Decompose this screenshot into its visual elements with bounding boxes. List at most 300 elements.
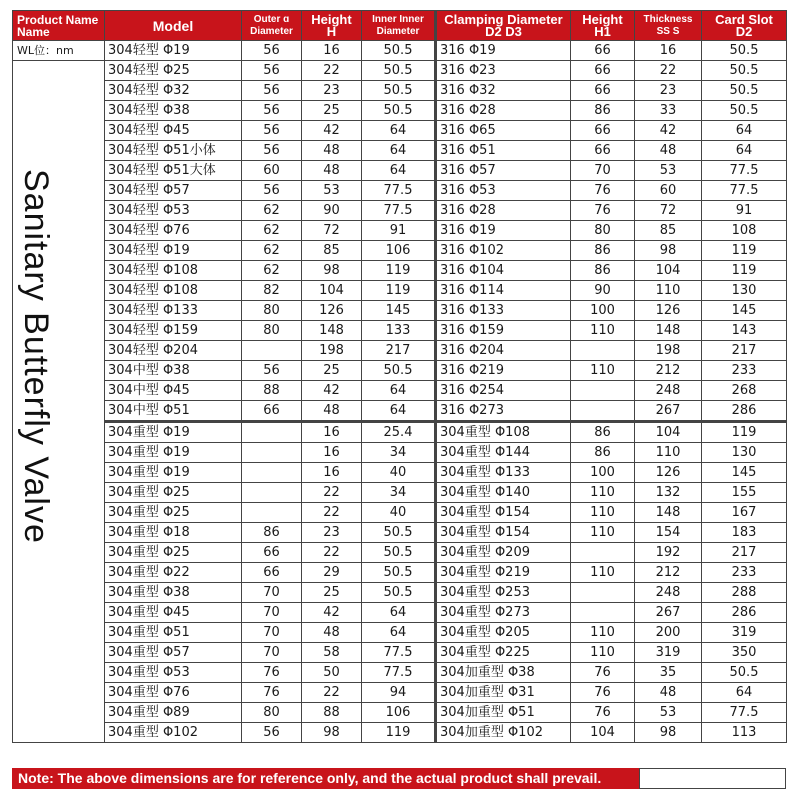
model-cell: 304重型 Φ19 xyxy=(105,463,242,483)
clamping-model-cell: 316 Φ23 xyxy=(436,61,571,81)
inner-diameter-cell: 91 xyxy=(362,221,436,241)
model-cell: 304轻型 Φ51大体 xyxy=(105,161,242,181)
clamping-model-cell: 316 Φ32 xyxy=(436,81,571,101)
thickness-cell: 85 xyxy=(635,221,702,241)
model-cell: 304重型 Φ102 xyxy=(105,723,242,743)
clamping-model-cell: 304重型 Φ140 xyxy=(436,483,571,503)
outer-diameter-cell: 80 xyxy=(242,301,302,321)
clamping-model-cell: 304重型 Φ209 xyxy=(436,543,571,563)
clamping-model-cell: 316 Φ28 xyxy=(436,201,571,221)
card-slot-cell: 50.5 xyxy=(702,101,787,121)
header-thickness: Thickness SS S xyxy=(635,11,702,41)
card-slot-cell: 119 xyxy=(702,422,787,443)
outer-diameter-cell: 56 xyxy=(242,361,302,381)
header-model: Model xyxy=(105,11,242,41)
table-row xyxy=(13,321,787,341)
thickness-cell: 98 xyxy=(635,241,702,261)
clamping-model-cell: 316 Φ133 xyxy=(436,301,571,321)
table-row xyxy=(13,121,787,141)
inner-diameter-cell: 77.5 xyxy=(362,643,436,663)
clamping-model-cell: 304重型 Φ253 xyxy=(436,583,571,603)
height-h1-cell: 110 xyxy=(571,483,635,503)
height-h1-cell: 76 xyxy=(571,703,635,723)
model-cell: 304重型 Φ51 xyxy=(105,623,242,643)
outer-diameter-cell: 70 xyxy=(242,583,302,603)
thickness-cell: 200 xyxy=(635,623,702,643)
height-h-cell: 48 xyxy=(302,141,362,161)
thickness-cell: 319 xyxy=(635,643,702,663)
inner-diameter-cell: 50.5 xyxy=(362,361,436,381)
product-title: Sanitary Butterfly Valve xyxy=(17,169,55,544)
thickness-cell: 126 xyxy=(635,301,702,321)
height-h1-cell xyxy=(571,603,635,623)
clamping-model-cell: 304重型 Φ154 xyxy=(436,523,571,543)
thickness-cell: 212 xyxy=(635,361,702,381)
header-card-slot: Card Slot D2 xyxy=(702,11,787,41)
inner-diameter-cell: 77.5 xyxy=(362,663,436,683)
clamping-model-cell: 316 Φ219 xyxy=(436,361,571,381)
card-slot-cell: 319 xyxy=(702,623,787,643)
card-slot-cell: 50.5 xyxy=(702,61,787,81)
height-h1-cell xyxy=(571,381,635,401)
model-cell: 304重型 Φ19 xyxy=(105,443,242,463)
height-h1-cell: 66 xyxy=(571,141,635,161)
model-cell: 304轻型 Φ57 xyxy=(105,181,242,201)
card-slot-cell: 145 xyxy=(702,463,787,483)
model-cell: 304轻型 Φ204 xyxy=(105,341,242,361)
card-slot-cell: 77.5 xyxy=(702,703,787,723)
outer-diameter-cell: 88 xyxy=(242,381,302,401)
model-cell: 304重型 Φ57 xyxy=(105,643,242,663)
clamping-model-cell: 304重型 Φ108 xyxy=(436,422,571,443)
card-slot-cell: 268 xyxy=(702,381,787,401)
inner-diameter-cell: 50.5 xyxy=(362,101,436,121)
model-cell: 304中型 Φ38 xyxy=(105,361,242,381)
clamping-model-cell: 316 Φ57 xyxy=(436,161,571,181)
height-h1-cell xyxy=(571,341,635,361)
height-h1-cell: 76 xyxy=(571,201,635,221)
inner-diameter-cell: 40 xyxy=(362,503,436,523)
unit-label: WL位：nm xyxy=(13,41,105,61)
height-h1-cell: 86 xyxy=(571,261,635,281)
clamping-model-cell: 316 Φ204 xyxy=(436,341,571,361)
outer-diameter-cell: 82 xyxy=(242,281,302,301)
thickness-cell: 148 xyxy=(635,503,702,523)
clamping-model-cell: 316 Φ273 xyxy=(436,401,571,422)
card-slot-cell: 64 xyxy=(702,141,787,161)
model-cell: 304中型 Φ45 xyxy=(105,381,242,401)
thickness-cell: 22 xyxy=(635,61,702,81)
height-h-cell: 98 xyxy=(302,723,362,743)
outer-diameter-cell: 70 xyxy=(242,603,302,623)
card-slot-cell: 155 xyxy=(702,483,787,503)
height-h-cell: 88 xyxy=(302,703,362,723)
height-h-cell: 22 xyxy=(302,543,362,563)
clamping-model-cell: 316 Φ19 xyxy=(436,41,571,61)
height-h-cell: 25 xyxy=(302,583,362,603)
thickness-cell: 198 xyxy=(635,341,702,361)
clamping-model-cell: 304重型 Φ144 xyxy=(436,443,571,463)
inner-diameter-cell: 64 xyxy=(362,161,436,181)
inner-diameter-cell: 119 xyxy=(362,723,436,743)
clamping-model-cell: 316 Φ65 xyxy=(436,121,571,141)
card-slot-cell: 217 xyxy=(702,543,787,563)
height-h1-cell: 86 xyxy=(571,101,635,121)
table-row xyxy=(13,361,787,381)
card-slot-cell: 130 xyxy=(702,281,787,301)
card-slot-cell: 108 xyxy=(702,221,787,241)
height-h1-cell: 86 xyxy=(571,443,635,463)
inner-diameter-cell: 77.5 xyxy=(362,181,436,201)
outer-diameter-cell: 56 xyxy=(242,121,302,141)
thickness-cell: 212 xyxy=(635,563,702,583)
inner-diameter-cell: 50.5 xyxy=(362,543,436,563)
model-cell: 304重型 Φ53 xyxy=(105,663,242,683)
height-h-cell: 126 xyxy=(302,301,362,321)
outer-diameter-cell: 80 xyxy=(242,321,302,341)
card-slot-cell: 50.5 xyxy=(702,663,787,683)
outer-diameter-cell: 66 xyxy=(242,401,302,422)
height-h1-cell: 86 xyxy=(571,422,635,443)
model-cell: 304轻型 Φ45 xyxy=(105,121,242,141)
outer-diameter-cell xyxy=(242,483,302,503)
height-h-cell: 16 xyxy=(302,463,362,483)
inner-diameter-cell: 64 xyxy=(362,141,436,161)
thickness-cell: 16 xyxy=(635,41,702,61)
height-h-cell: 53 xyxy=(302,181,362,201)
height-h1-cell: 80 xyxy=(571,221,635,241)
clamping-model-cell: 316 Φ254 xyxy=(436,381,571,401)
table-row xyxy=(13,703,787,723)
height-h1-cell: 66 xyxy=(571,121,635,141)
thickness-cell: 267 xyxy=(635,603,702,623)
height-h-cell: 23 xyxy=(302,81,362,101)
height-h-cell: 16 xyxy=(302,422,362,443)
clamping-model-cell: 304加重型 Φ38 xyxy=(436,663,571,683)
header-clamping-diameter: Clamping Diameter D2 D3 xyxy=(436,11,571,41)
card-slot-cell: 217 xyxy=(702,341,787,361)
outer-diameter-cell: 62 xyxy=(242,261,302,281)
thickness-cell: 148 xyxy=(635,321,702,341)
model-cell: 304重型 Φ22 xyxy=(105,563,242,583)
card-slot-cell: 50.5 xyxy=(702,41,787,61)
inner-diameter-cell: 145 xyxy=(362,301,436,321)
inner-diameter-cell: 40 xyxy=(362,463,436,483)
table-row xyxy=(13,301,787,321)
card-slot-cell: 233 xyxy=(702,361,787,381)
card-slot-cell: 130 xyxy=(702,443,787,463)
header-height-h1: Height H1 xyxy=(571,11,635,41)
table-row xyxy=(13,241,787,261)
inner-diameter-cell: 64 xyxy=(362,603,436,623)
header-product-name: Product Name Name xyxy=(13,11,105,41)
header-outer-diameter: Outer ɑ Diameter xyxy=(242,11,302,41)
height-h1-cell xyxy=(571,583,635,603)
inner-diameter-cell: 94 xyxy=(362,683,436,703)
card-slot-cell: 288 xyxy=(702,583,787,603)
table-row xyxy=(13,381,787,401)
height-h-cell: 16 xyxy=(302,443,362,463)
table-row xyxy=(13,181,787,201)
outer-diameter-cell: 62 xyxy=(242,221,302,241)
height-h-cell: 48 xyxy=(302,401,362,422)
clamping-model-cell: 316 Φ104 xyxy=(436,261,571,281)
table-row xyxy=(13,341,787,361)
card-slot-cell: 183 xyxy=(702,523,787,543)
model-cell: 304重型 Φ45 xyxy=(105,603,242,623)
table-row xyxy=(13,41,787,61)
inner-diameter-cell: 50.5 xyxy=(362,563,436,583)
header-row xyxy=(13,11,787,41)
height-h-cell: 22 xyxy=(302,683,362,703)
height-h-cell: 22 xyxy=(302,503,362,523)
inner-diameter-cell: 119 xyxy=(362,281,436,301)
inner-diameter-cell: 133 xyxy=(362,321,436,341)
inner-diameter-cell: 77.5 xyxy=(362,201,436,221)
height-h1-cell: 70 xyxy=(571,161,635,181)
thickness-cell: 72 xyxy=(635,201,702,221)
model-cell: 304重型 Φ19 xyxy=(105,422,242,443)
model-cell: 304轻型 Φ133 xyxy=(105,301,242,321)
clamping-model-cell: 304重型 Φ133 xyxy=(436,463,571,483)
table-row xyxy=(13,683,787,703)
height-h1-cell: 100 xyxy=(571,301,635,321)
height-h-cell: 29 xyxy=(302,563,362,583)
table-row xyxy=(13,603,787,623)
outer-diameter-cell xyxy=(242,443,302,463)
thickness-cell: 104 xyxy=(635,422,702,443)
table-body xyxy=(13,41,787,743)
outer-diameter-cell xyxy=(242,422,302,443)
height-h1-cell: 110 xyxy=(571,563,635,583)
card-slot-cell: 77.5 xyxy=(702,181,787,201)
height-h1-cell xyxy=(571,401,635,422)
outer-diameter-cell: 66 xyxy=(242,563,302,583)
reference-note: Note: The above dimensions are for reference only, and the actual product shall prevail. xyxy=(12,768,639,789)
table-row xyxy=(13,563,787,583)
clamping-model-cell: 316 Φ19 xyxy=(436,221,571,241)
inner-diameter-cell: 217 xyxy=(362,341,436,361)
height-h-cell: 48 xyxy=(302,623,362,643)
height-h-cell: 42 xyxy=(302,381,362,401)
table-row xyxy=(13,261,787,281)
height-h1-cell: 90 xyxy=(571,281,635,301)
height-h-cell: 85 xyxy=(302,241,362,261)
clamping-model-cell: 304重型 Φ273 xyxy=(436,603,571,623)
thickness-cell: 248 xyxy=(635,583,702,603)
table-row xyxy=(13,523,787,543)
card-slot-cell: 64 xyxy=(702,683,787,703)
thickness-cell: 154 xyxy=(635,523,702,543)
clamping-model-cell: 316 Φ51 xyxy=(436,141,571,161)
outer-diameter-cell: 56 xyxy=(242,41,302,61)
table-row xyxy=(13,463,787,483)
thickness-cell: 267 xyxy=(635,401,702,422)
height-h-cell: 148 xyxy=(302,321,362,341)
outer-diameter-cell xyxy=(242,463,302,483)
clamping-model-cell: 304加重型 Φ31 xyxy=(436,683,571,703)
height-h-cell: 42 xyxy=(302,121,362,141)
table-row xyxy=(13,221,787,241)
thickness-cell: 110 xyxy=(635,281,702,301)
clamping-model-cell: 304重型 Φ225 xyxy=(436,643,571,663)
thickness-cell: 60 xyxy=(635,181,702,201)
outer-diameter-cell: 56 xyxy=(242,61,302,81)
height-h1-cell: 110 xyxy=(571,623,635,643)
clamping-model-cell: 304加重型 Φ51 xyxy=(436,703,571,723)
thickness-cell: 42 xyxy=(635,121,702,141)
model-cell: 304轻型 Φ108 xyxy=(105,261,242,281)
card-slot-cell: 350 xyxy=(702,643,787,663)
height-h-cell: 72 xyxy=(302,221,362,241)
height-h-cell: 198 xyxy=(302,341,362,361)
inner-diameter-cell: 50.5 xyxy=(362,523,436,543)
height-h-cell: 42 xyxy=(302,603,362,623)
model-cell: 304轻型 Φ19 xyxy=(105,41,242,61)
inner-diameter-cell: 64 xyxy=(362,381,436,401)
thickness-cell: 192 xyxy=(635,543,702,563)
card-slot-cell: 119 xyxy=(702,241,787,261)
height-h1-cell: 110 xyxy=(571,321,635,341)
clamping-model-cell: 316 Φ102 xyxy=(436,241,571,261)
inner-diameter-cell: 34 xyxy=(362,443,436,463)
table-row xyxy=(13,281,787,301)
outer-diameter-cell: 80 xyxy=(242,703,302,723)
outer-diameter-cell: 70 xyxy=(242,623,302,643)
thickness-cell: 23 xyxy=(635,81,702,101)
outer-diameter-cell: 56 xyxy=(242,181,302,201)
height-h-cell: 25 xyxy=(302,101,362,121)
inner-diameter-cell: 25.4 xyxy=(362,422,436,443)
model-cell: 304重型 Φ18 xyxy=(105,523,242,543)
outer-diameter-cell: 56 xyxy=(242,101,302,121)
clamping-model-cell: 304重型 Φ154 xyxy=(436,503,571,523)
header-inner-diameter: Inner Inner Diameter xyxy=(362,11,436,41)
height-h-cell: 90 xyxy=(302,201,362,221)
spec-table xyxy=(12,10,787,743)
clamping-model-cell: 304重型 Φ219 xyxy=(436,563,571,583)
outer-diameter-cell: 56 xyxy=(242,723,302,743)
outer-diameter-cell: 60 xyxy=(242,161,302,181)
inner-diameter-cell: 119 xyxy=(362,261,436,281)
card-slot-cell: 286 xyxy=(702,401,787,422)
model-cell: 304轻型 Φ108 xyxy=(105,281,242,301)
card-slot-cell: 233 xyxy=(702,563,787,583)
thickness-cell: 132 xyxy=(635,483,702,503)
inner-diameter-cell: 50.5 xyxy=(362,81,436,101)
table-row xyxy=(13,201,787,221)
model-cell: 304重型 Φ38 xyxy=(105,583,242,603)
model-cell: 304轻型 Φ53 xyxy=(105,201,242,221)
inner-diameter-cell: 106 xyxy=(362,241,436,261)
height-h1-cell: 66 xyxy=(571,81,635,101)
table-row xyxy=(13,483,787,503)
height-h1-cell: 100 xyxy=(571,463,635,483)
height-h-cell: 48 xyxy=(302,161,362,181)
table-row xyxy=(13,503,787,523)
spec-sheet xyxy=(12,10,786,743)
outer-diameter-cell: 66 xyxy=(242,543,302,563)
table-row xyxy=(13,583,787,603)
height-h1-cell: 76 xyxy=(571,683,635,703)
outer-diameter-cell: 76 xyxy=(242,683,302,703)
height-h1-cell: 66 xyxy=(571,41,635,61)
card-slot-cell: 113 xyxy=(702,723,787,743)
height-h1-cell: 76 xyxy=(571,663,635,683)
inner-diameter-cell: 64 xyxy=(362,121,436,141)
height-h1-cell: 110 xyxy=(571,503,635,523)
clamping-model-cell: 304加重型 Φ102 xyxy=(436,723,571,743)
table-row xyxy=(13,61,787,81)
height-h1-cell: 110 xyxy=(571,643,635,663)
card-slot-cell: 50.5 xyxy=(702,81,787,101)
outer-diameter-cell xyxy=(242,341,302,361)
outer-diameter-cell: 70 xyxy=(242,643,302,663)
thickness-cell: 248 xyxy=(635,381,702,401)
model-cell: 304重型 Φ76 xyxy=(105,683,242,703)
thickness-cell: 126 xyxy=(635,463,702,483)
thickness-cell: 33 xyxy=(635,101,702,121)
outer-diameter-cell: 86 xyxy=(242,523,302,543)
table-row xyxy=(13,543,787,563)
thickness-cell: 53 xyxy=(635,703,702,723)
model-cell: 304重型 Φ25 xyxy=(105,503,242,523)
table-row xyxy=(13,101,787,121)
inner-diameter-cell: 64 xyxy=(362,401,436,422)
height-h-cell: 23 xyxy=(302,523,362,543)
card-slot-cell: 64 xyxy=(702,121,787,141)
table-row xyxy=(13,81,787,101)
model-cell: 304轻型 Φ38 xyxy=(105,101,242,121)
header-height-h: Height H xyxy=(302,11,362,41)
height-h1-cell: 66 xyxy=(571,61,635,81)
card-slot-cell: 91 xyxy=(702,201,787,221)
model-cell: 304轻型 Φ76 xyxy=(105,221,242,241)
thickness-cell: 104 xyxy=(635,261,702,281)
outer-diameter-cell: 56 xyxy=(242,141,302,161)
height-h1-cell: 104 xyxy=(571,723,635,743)
model-cell: 304重型 Φ25 xyxy=(105,543,242,563)
thickness-cell: 98 xyxy=(635,723,702,743)
height-h1-cell: 86 xyxy=(571,241,635,261)
model-cell: 304中型 Φ51 xyxy=(105,401,242,422)
table-row xyxy=(13,161,787,181)
model-cell: 304轻型 Φ32 xyxy=(105,81,242,101)
inner-diameter-cell: 64 xyxy=(362,623,436,643)
model-cell: 304重型 Φ25 xyxy=(105,483,242,503)
thickness-cell: 110 xyxy=(635,443,702,463)
product-title-cell xyxy=(13,61,105,743)
thickness-cell: 53 xyxy=(635,161,702,181)
table-row xyxy=(13,643,787,663)
height-h-cell: 22 xyxy=(302,61,362,81)
inner-diameter-cell: 50.5 xyxy=(362,61,436,81)
model-cell: 304轻型 Φ51小体 xyxy=(105,141,242,161)
inner-diameter-cell: 106 xyxy=(362,703,436,723)
height-h-cell: 104 xyxy=(302,281,362,301)
table-row xyxy=(13,623,787,643)
card-slot-cell: 145 xyxy=(702,301,787,321)
clamping-model-cell: 316 Φ53 xyxy=(436,181,571,201)
clamping-model-cell: 304重型 Φ205 xyxy=(436,623,571,643)
outer-diameter-cell: 62 xyxy=(242,201,302,221)
card-slot-cell: 143 xyxy=(702,321,787,341)
outer-diameter-cell: 62 xyxy=(242,241,302,261)
model-cell: 304轻型 Φ159 xyxy=(105,321,242,341)
inner-diameter-cell: 50.5 xyxy=(362,41,436,61)
height-h-cell: 22 xyxy=(302,483,362,503)
height-h1-cell xyxy=(571,543,635,563)
